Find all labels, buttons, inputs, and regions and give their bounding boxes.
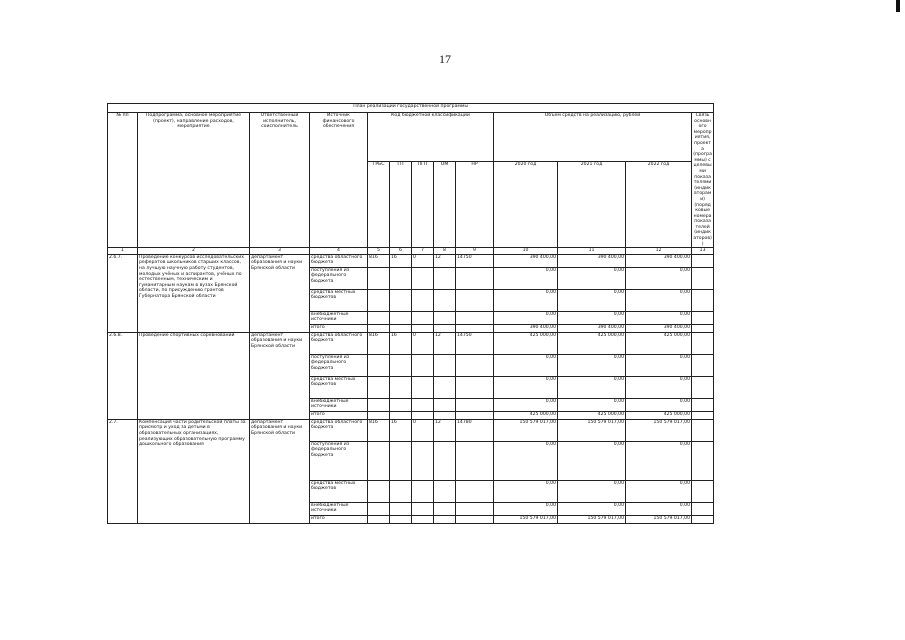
amount-2020: 0,00 xyxy=(494,441,558,480)
item-name: Проведение конкурсов исследовательских рефератов школьников старших классов, на лучшую научную работу студентов, молодых учёных и аспирантов, учёных по естественным, техническим и гуманитарным наукам в вузах Брянской области, по присуждению грантов Губернатора Брянской области xyxy=(138,254,250,332)
code-grbs xyxy=(368,354,390,376)
column-number: 11 xyxy=(558,248,626,255)
program-plan-table xyxy=(107,103,714,524)
code-grbs xyxy=(368,311,390,324)
item-number: 2.6.8. xyxy=(108,332,138,419)
header-name: Подпрограмма, основное мероприятие (проект), направление расходов, мероприятие xyxy=(138,113,250,248)
amount-2020: 425 000,00 xyxy=(494,411,558,419)
code-pgp xyxy=(412,289,434,311)
code-om xyxy=(434,354,456,376)
amount-2022: 0,00 xyxy=(626,289,692,311)
amount-2021: 0,00 xyxy=(558,354,626,376)
indicator-link xyxy=(692,502,714,515)
header-2020: 2020 год xyxy=(494,162,558,248)
funding-source: средства областного бюджета xyxy=(310,254,368,267)
column-number: 13 xyxy=(692,248,714,255)
code-gp xyxy=(390,311,412,324)
amount-2020: 390 400,00 xyxy=(494,324,558,332)
amount-2021: 0,00 xyxy=(558,398,626,411)
code-gp xyxy=(390,376,412,398)
amount-2020: 0,00 xyxy=(494,267,558,289)
amount-2020: 150 579 017,00 xyxy=(494,515,558,523)
code-nr xyxy=(456,324,494,332)
amount-2021: 0,00 xyxy=(558,441,626,480)
funding-source: итого xyxy=(310,515,368,523)
amount-2022: 425 000,00 xyxy=(626,411,692,419)
code-pgp: 0 xyxy=(412,254,434,267)
indicator-link xyxy=(692,267,714,289)
code-pgp xyxy=(412,480,434,502)
indicator-link xyxy=(692,398,714,411)
amount-2022: 0,00 xyxy=(626,480,692,502)
amount-2021: 0,00 xyxy=(558,376,626,398)
amount-2022: 150 579 017,00 xyxy=(626,419,692,441)
code-pgp xyxy=(412,354,434,376)
code-gp: 16 xyxy=(390,254,412,267)
code-grbs xyxy=(368,267,390,289)
indicator-link xyxy=(692,515,714,523)
amount-2022: 0,00 xyxy=(626,267,692,289)
funding-source: средства местных бюджетов xyxy=(310,376,368,398)
code-gp: 16 xyxy=(390,419,412,441)
header-2022: 2022 год xyxy=(626,162,692,248)
code-grbs xyxy=(368,398,390,411)
indicator-link xyxy=(692,354,714,376)
amount-2022: 0,00 xyxy=(626,441,692,480)
amount-2021: 0,00 xyxy=(558,289,626,311)
column-number: 1 xyxy=(108,248,138,255)
code-nr xyxy=(456,411,494,419)
indicator-link xyxy=(692,324,714,332)
amount-2021: 150 579 017,00 xyxy=(558,515,626,523)
indicator-link xyxy=(692,411,714,419)
code-pgp xyxy=(412,267,434,289)
code-gp xyxy=(390,324,412,332)
amount-2022: 0,00 xyxy=(626,398,692,411)
amount-2020: 150 579 017,00 xyxy=(494,419,558,441)
code-om xyxy=(434,441,456,480)
code-grbs xyxy=(368,502,390,515)
header-grbs: ГРБС xyxy=(368,162,390,248)
code-grbs xyxy=(368,324,390,332)
code-pgp xyxy=(412,324,434,332)
code-om xyxy=(434,324,456,332)
amount-2021: 390 400,00 xyxy=(558,254,626,267)
code-grbs: 816 xyxy=(368,332,390,354)
column-number: 9 xyxy=(456,248,494,255)
code-pgp xyxy=(412,441,434,480)
code-gp xyxy=(390,267,412,289)
code-gp xyxy=(390,411,412,419)
indicator-link xyxy=(692,480,714,502)
code-nr xyxy=(456,398,494,411)
funding-source: итого xyxy=(310,324,368,332)
amount-2020: 0,00 xyxy=(494,311,558,324)
page-number: 17 xyxy=(439,52,451,66)
code-om xyxy=(434,289,456,311)
header-link: Связь основного мероприятия, проекта (программы) с целевыми показателями (индикаторами) (порядковые номера показателей (индикаторов)) xyxy=(693,113,712,247)
amount-2020: 0,00 xyxy=(494,398,558,411)
amount-2020: 425 000,00 xyxy=(494,332,558,354)
header-volume: Объём средств на реализацию, рублей xyxy=(494,113,692,162)
code-nr xyxy=(456,480,494,502)
column-number: 2 xyxy=(138,248,250,255)
amount-2022: 0,00 xyxy=(626,376,692,398)
table-row xyxy=(108,254,714,267)
indicator-link xyxy=(692,441,714,480)
indicator-link xyxy=(692,376,714,398)
column-number: 6 xyxy=(390,248,412,255)
code-grbs xyxy=(368,515,390,523)
code-grbs xyxy=(368,289,390,311)
code-om xyxy=(434,311,456,324)
amount-2021: 0,00 xyxy=(558,502,626,515)
code-pgp xyxy=(412,311,434,324)
code-gp xyxy=(390,289,412,311)
header-om: ОМ xyxy=(434,162,456,248)
indicator-link xyxy=(692,419,714,441)
code-pgp xyxy=(412,376,434,398)
funding-source: средства местных бюджетов xyxy=(310,480,368,502)
column-number: 10 xyxy=(494,248,558,255)
amount-2020: 0,00 xyxy=(494,376,558,398)
code-nr xyxy=(456,376,494,398)
code-grbs xyxy=(368,411,390,419)
code-gp: 16 xyxy=(390,332,412,354)
column-number: 12 xyxy=(626,248,692,255)
funding-source: внебюджетные источники xyxy=(310,502,368,515)
amount-2022: 425 000,00 xyxy=(626,332,692,354)
code-gp xyxy=(390,354,412,376)
amount-2022: 390 400,00 xyxy=(626,324,692,332)
code-om: 12 xyxy=(434,332,456,354)
column-number: 8 xyxy=(434,248,456,255)
code-om xyxy=(434,376,456,398)
code-nr xyxy=(456,267,494,289)
funding-source: средства местных бюджетов xyxy=(310,289,368,311)
code-grbs xyxy=(368,376,390,398)
amount-2021: 425 000,00 xyxy=(558,332,626,354)
amount-2022: 0,00 xyxy=(626,311,692,324)
column-number: 5 xyxy=(368,248,390,255)
code-pgp xyxy=(412,502,434,515)
code-grbs xyxy=(368,480,390,502)
indicator-link xyxy=(692,254,714,267)
amount-2022: 0,00 xyxy=(626,502,692,515)
table-row xyxy=(108,332,714,354)
code-pgp: 0 xyxy=(412,419,434,441)
amount-2021: 390 400,00 xyxy=(558,324,626,332)
item-name: Компенсация части родительской платы за присмотр и уход за детьми в образовательных организациях, реализующих образовательную программу дошкольного образования xyxy=(138,419,250,523)
table-row xyxy=(108,419,714,441)
code-om xyxy=(434,502,456,515)
header-pgp: ПГП xyxy=(412,162,434,248)
item-name: Проведение спортивных соревнований xyxy=(138,332,250,419)
code-om xyxy=(434,480,456,502)
funding-source: внебюджетные источники xyxy=(310,311,368,324)
funding-source: поступления из федерального бюджета xyxy=(310,354,368,376)
code-pgp xyxy=(412,398,434,411)
item-executor: департамент образования и науки Брянской области xyxy=(250,332,310,419)
column-number: 4 xyxy=(310,248,368,255)
amount-2020: 0,00 xyxy=(494,502,558,515)
code-nr xyxy=(456,441,494,480)
amount-2022: 150 579 017,00 xyxy=(626,515,692,523)
code-pgp xyxy=(412,411,434,419)
header-executor: Ответственный исполнитель, соисполнитель xyxy=(250,113,310,248)
header-num: № пп xyxy=(108,113,138,248)
indicator-link xyxy=(692,311,714,324)
code-pgp xyxy=(412,515,434,523)
scan-edge-mark xyxy=(896,0,900,12)
code-gp xyxy=(390,502,412,515)
amount-2022: 390 400,00 xyxy=(626,254,692,267)
column-number: 7 xyxy=(412,248,434,255)
code-om xyxy=(434,267,456,289)
code-nr: 14750 xyxy=(456,332,494,354)
code-nr xyxy=(456,354,494,376)
code-om xyxy=(434,515,456,523)
table-title: План реализации государственной программы xyxy=(108,104,714,113)
item-executor: департамент образования и науки Брянской области xyxy=(250,419,310,523)
funding-source: средства областного бюджета xyxy=(310,419,368,441)
amount-2021: 0,00 xyxy=(558,311,626,324)
code-grbs: 816 xyxy=(368,254,390,267)
code-om: 12 xyxy=(434,419,456,441)
code-nr xyxy=(456,502,494,515)
code-om: 12 xyxy=(434,254,456,267)
funding-source: внебюджетные источники xyxy=(310,398,368,411)
code-grbs: 816 xyxy=(368,419,390,441)
code-gp xyxy=(390,480,412,502)
header-nr: НР xyxy=(456,162,494,248)
item-number: 2.7. xyxy=(108,419,138,523)
amount-2021: 0,00 xyxy=(558,480,626,502)
indicator-link xyxy=(692,332,714,354)
header-source: Источник финансового обеспечения xyxy=(310,113,368,248)
header-budget-code: Код бюджетной классификации xyxy=(368,113,494,162)
amount-2020: 0,00 xyxy=(494,354,558,376)
code-nr xyxy=(456,515,494,523)
column-number: 3 xyxy=(250,248,310,255)
amount-2022: 0,00 xyxy=(626,354,692,376)
code-nr xyxy=(456,289,494,311)
code-nr: 14750 xyxy=(456,254,494,267)
code-gp xyxy=(390,398,412,411)
amount-2021: 0,00 xyxy=(558,267,626,289)
amount-2021: 150 579 017,00 xyxy=(558,419,626,441)
code-pgp: 0 xyxy=(412,332,434,354)
code-gp xyxy=(390,441,412,480)
amount-2020: 390 400,00 xyxy=(494,254,558,267)
amount-2021: 425 000,00 xyxy=(558,411,626,419)
funding-source: итого xyxy=(310,411,368,419)
item-executor: департамент образования и науки Брянской области xyxy=(250,254,310,332)
code-gp xyxy=(390,515,412,523)
funding-source: поступления из федерального бюджета xyxy=(310,441,368,480)
code-nr: 14780 xyxy=(456,419,494,441)
header-2021: 2021 год xyxy=(558,162,626,248)
amount-2020: 0,00 xyxy=(494,480,558,502)
item-number: 2.6.7. xyxy=(108,254,138,332)
code-om xyxy=(434,398,456,411)
code-nr xyxy=(456,311,494,324)
code-om xyxy=(434,411,456,419)
funding-source: поступления из федерального бюджета xyxy=(310,267,368,289)
amount-2020: 0,00 xyxy=(494,289,558,311)
funding-source: средства областного бюджета xyxy=(310,332,368,354)
code-grbs xyxy=(368,441,390,480)
indicator-link xyxy=(692,289,714,311)
header-gp: ГП xyxy=(390,162,412,248)
